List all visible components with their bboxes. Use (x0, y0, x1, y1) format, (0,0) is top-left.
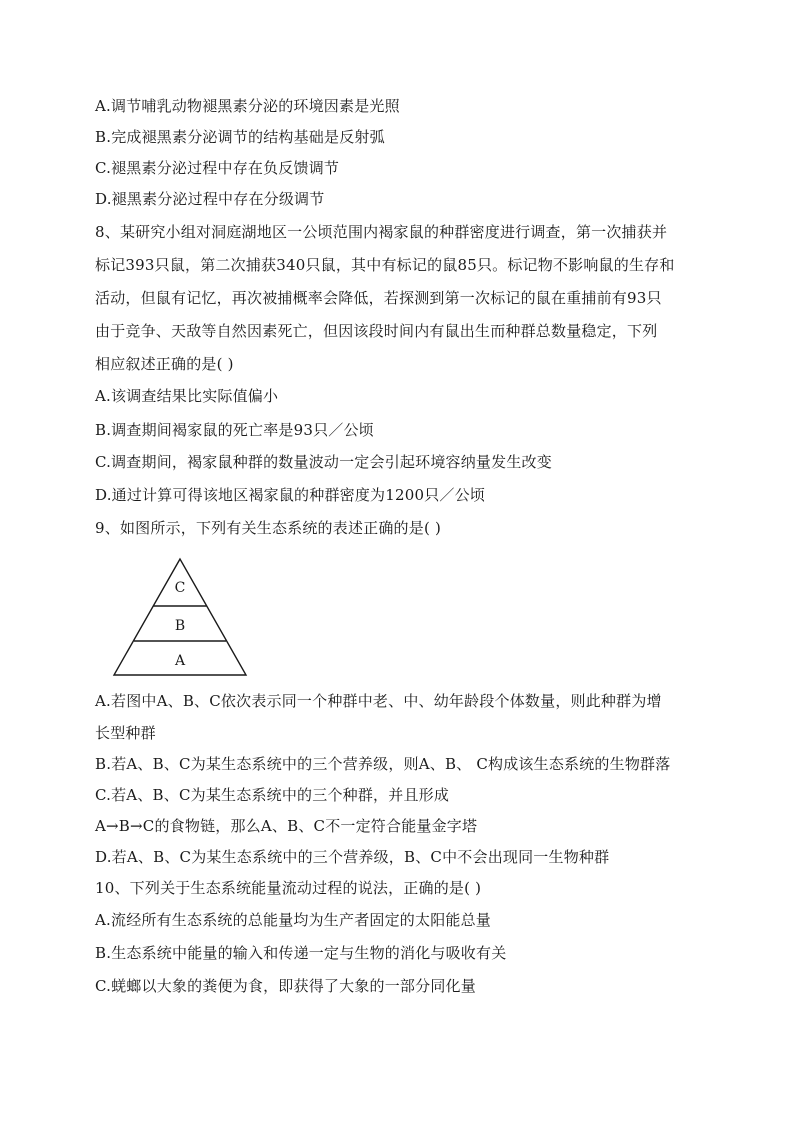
q7-option-a: A.调节哺乳动物褪黑素分泌的环境因素是光照 (95, 97, 400, 115)
q8-stem-line-4: 由于竞争、天敌等自然因素死亡，但因该段时间内有鼠出生而种群总数量稳定，下列 (95, 322, 658, 340)
q9-option-b: B.若A、B、C为某生态系统中的三个营养级，则A、B、 C构成该生态系统的生物群落 (95, 755, 671, 773)
q8-stem-line-2: 标记393只鼠，第二次捕获340只鼠，其中有标记的鼠85只。标记物不影响鼠的生存和 (95, 256, 675, 274)
q9-option-d: D.若A、B、C为某生态系统中的三个营养级，B、C中不会出现同一生物种群 (95, 848, 610, 866)
q7-option-b: B.完成褪黑素分泌调节的结构基础是反射弧 (95, 128, 385, 146)
q8-option-a: A.该调查结果比实际值偏小 (95, 387, 279, 405)
q9-option-a-line-2: 长型种群 (95, 724, 156, 742)
pyramid-label-bottom: A (174, 653, 186, 669)
q9-stem: 9、如图所示，下列有关生态系统的表述正确的是( ) (95, 519, 442, 537)
pyramid-label-middle: B (174, 618, 186, 634)
q8-option-b: B.调查期间褐家鼠的死亡率是93只／公顷 (95, 421, 374, 439)
q10-stem: 10、下列关于生态系统能量流动过程的说法，正确的是( ) (95, 879, 482, 897)
q7-option-c: C.褪黑素分泌过程中存在负反馈调节 (95, 159, 340, 177)
q10-option-c: C.蜣螂以大象的粪便为食，即获得了大象的一部分同化量 (95, 977, 476, 995)
pyramid-label-top: C (174, 580, 186, 596)
q8-stem-line-3: 活动，但鼠有记忆，再次被捕概率会降低，若探测到第一次标记的鼠在重捕前有93只 (95, 289, 662, 307)
q9-option-c-line-2: A→B→C的食物链，那么A、B、C不一定符合能量金字塔 (95, 817, 478, 835)
q10-option-b: B.生态系统中能量的输入和传递一定与生物的消化与吸收有关 (95, 944, 507, 962)
q7-option-d: D.褪黑素分泌过程中存在分级调节 (95, 190, 325, 208)
q10-option-a: A.流经所有生态系统的总能量均为生产者固定的太阳能总量 (95, 911, 492, 929)
q9-option-a-line-1: A.若图中A、B、C依次表示同一个种群中老、中、幼年龄段个体数量，则此种群为增 (95, 692, 662, 710)
q8-option-c: C.调查期间，褐家鼠种群的数量波动一定会引起环境容纳量发生改变 (95, 453, 552, 471)
q8-option-d: D.通过计算可得该地区褐家鼠的种群密度为1200只／公顷 (95, 486, 486, 504)
q9-option-c-line-1: C.若A、B、C为某生态系统中的三个种群，并且形成 (95, 786, 450, 804)
energy-pyramid-diagram (112, 557, 248, 679)
q8-stem-line-1: 8、某研究小组对洞庭湖地区一公顷范围内褐家鼠的种群密度进行调查，第一次捕获并 (95, 223, 668, 241)
q8-stem-line-5: 相应叙述正确的是( ) (95, 355, 234, 373)
